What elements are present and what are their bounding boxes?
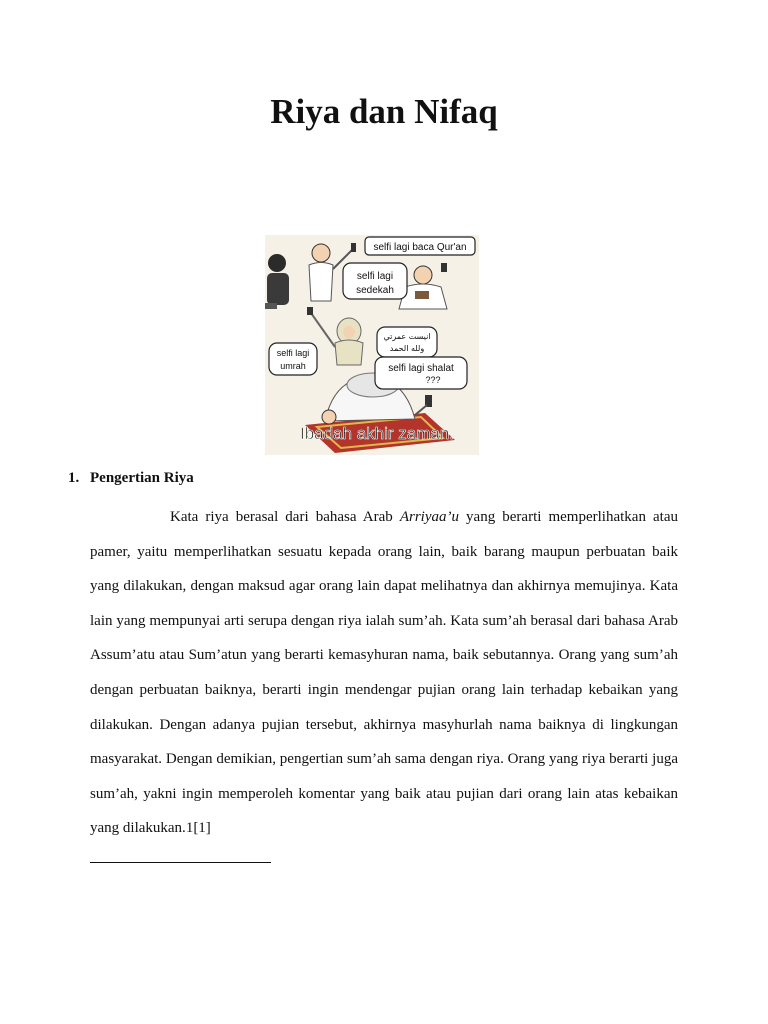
paragraph-text-start: Kata riya berasal dari bahasa Arab — [170, 509, 400, 525]
bubble-text-sedekah-1: selfi lagi — [356, 271, 394, 282]
cartoon-illustration — [265, 235, 479, 455]
arabic-term: Arriyaa’u — [399, 509, 459, 525]
footnote-separator — [90, 862, 271, 863]
footnote-reference[interactable]: 1[1] — [185, 820, 211, 837]
bubble-text-umrah-1: selfi lagi — [276, 348, 310, 358]
section-number: 1. — [68, 470, 80, 486]
bubble-text-arabic-2: ولله الحمد — [389, 344, 425, 353]
bubble-text-umrah-2: umrah — [280, 361, 306, 371]
bubble-text-quran: selfi lagi baca Qur'an — [373, 242, 467, 253]
paragraph-text-rest: yang berarti memperlihatkan atau pamer, yaitu memperlihatkan sesuatu kepada orang lain, baik barang maupun perbuatan baik yang dilakukan, dengan maksud agar orang lain dapat melihatnya dan akhirnya memujinya. Kata lain yang mempunyai arti serupa dengan riya ialah sum’ah. Kata sum’ah berasal dari bahasa Arab Assum’atu atau Sum’atun yang berarti kemasyhuran nama, baik sebutannya. Orang yang sum’ah dengan perbuatan baiknya, berarti ingin mendengar pujian orang lain terhadap kebaikan yang dilakukan. Dengan adanya pujian tersebut, akhirnya masyhurlah nama baiknya di lingkungan masyarakat. Dengan demikian, pengertian sum’ah sama dengan riya. Orang yang riya berarti juga sum’ah, yakni ingin memperoleh komentar yang baik atau pujian dari orang lain atas kebaikan yang dilakukan. — [90, 509, 678, 837]
section-heading — [68, 470, 194, 487]
body-paragraph — [90, 500, 678, 846]
bubble-text-sedekah-2: sedekah — [356, 285, 394, 296]
bubble-text-arabic-1: انيست عمرتي — [383, 332, 431, 341]
bubble-text-shalat-1: selfi lagi shalat — [388, 363, 454, 374]
bubble-text-shalat-2: ??? — [425, 375, 441, 385]
section-title: Pengertian Riya — [90, 470, 194, 486]
figure-dark — [265, 254, 289, 309]
document-title: Riya dan Nifaq — [270, 92, 498, 131]
figure-caption: Ibadah akhir zaman. — [299, 424, 455, 443]
